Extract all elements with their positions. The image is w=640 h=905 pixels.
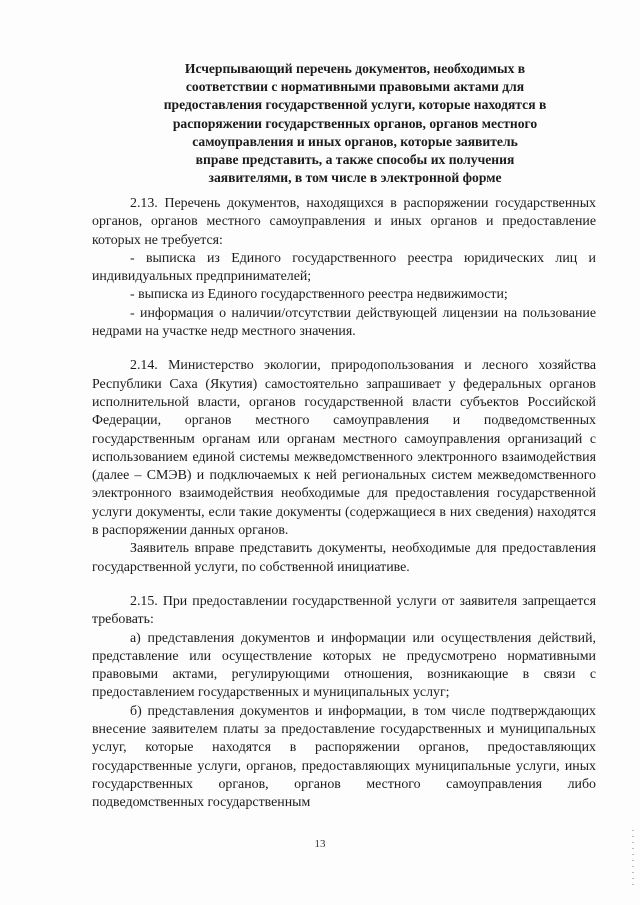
list-item: - выписка из Единого государственного реестра недвижимости;: [130, 287, 508, 303]
heading-line: заявителями, в том числе в электронной форме: [208, 170, 502, 186]
paragraph-2-15-a: а) представления документов и информации или осуществления действий, представление или осуществление которых не предусмотрено нормативными правовыми актами, регулирующими отношения, возникающие в связи с предоставлением государственных и муниципальных услуг;: [92, 630, 596, 701]
heading-line: соответствии с нормативными правовыми актами для: [185, 79, 525, 95]
list-item: - информация о наличии/отсутствии действующей лицензии на пользование недрами на участке недр местного значения.: [92, 305, 596, 340]
heading-line: самоуправления и иных органов, которые заявитель: [192, 133, 518, 149]
paragraph-2-14-applicant: Заявитель вправе представить документы, необходимые для предоставления государственной услуги, по собственной инициативе.: [92, 541, 596, 575]
heading-line: распоряжении государственных органов, органов местного: [172, 115, 538, 131]
heading-line: вправе представить, а также способы их получения: [195, 152, 515, 168]
page-number: 13: [314, 838, 326, 850]
paragraph-gap: [92, 577, 596, 593]
section-heading: [120, 60, 590, 187]
paragraph-2-14: 2.14. Министерство экологии, природопользования и лесного хозяйства Республики Саха (Якутия) самостоятельно запрашивает у федеральных органов исполнительной власти, органов государственной власти субъектов Российской Федерации, органов местного самоуправления и подведомственных государственным органам или органам местного самоуправления организаций с использованием единой системы межведомственного электронного взаимодействия (далее – СМЭВ) и подключаемых к ней региональных систем межведомственного электронного взаимодействия необходимые для предоставления государственной услуги документы, если такие документы (содержащиеся в них сведения) находятся в распоряжении данных органов.: [92, 358, 596, 539]
scan-artifact: [632, 830, 634, 890]
paragraph-2-13-intro: 2.13. Перечень документов, находящихся в распоряжении государственных органов, органов местного самоуправления и иных органов и предоставление которых не требуется:: [92, 196, 596, 248]
paragraph-gap: [92, 341, 596, 357]
heading-line: Исчерпывающий перечень документов, необходимых в: [184, 61, 526, 76]
paragraph-2-15-intro: 2.15. При предоставлении государственной услуги от заявителя запрещается требовать:: [92, 593, 596, 628]
heading-line: предоставления государственной услуги, которые находятся в: [163, 97, 547, 113]
document-body: [92, 195, 596, 813]
paragraph-2-15-b: б) представления документов и информации, в том числе подтверждающих внесение заявителем платы за предоставление государственных и муниципальных услуг, которые находятся в распоряжении органов, предоставляющих государственные услуги, органов, предоставляющих муниципальные услуги, иных государственных органов, органов местного самоуправления либо подведомственных государственным: [92, 703, 596, 811]
list-item: - выписка из Единого государственного реестра юридических лиц и индивидуальных предпринимателей;: [92, 250, 596, 285]
